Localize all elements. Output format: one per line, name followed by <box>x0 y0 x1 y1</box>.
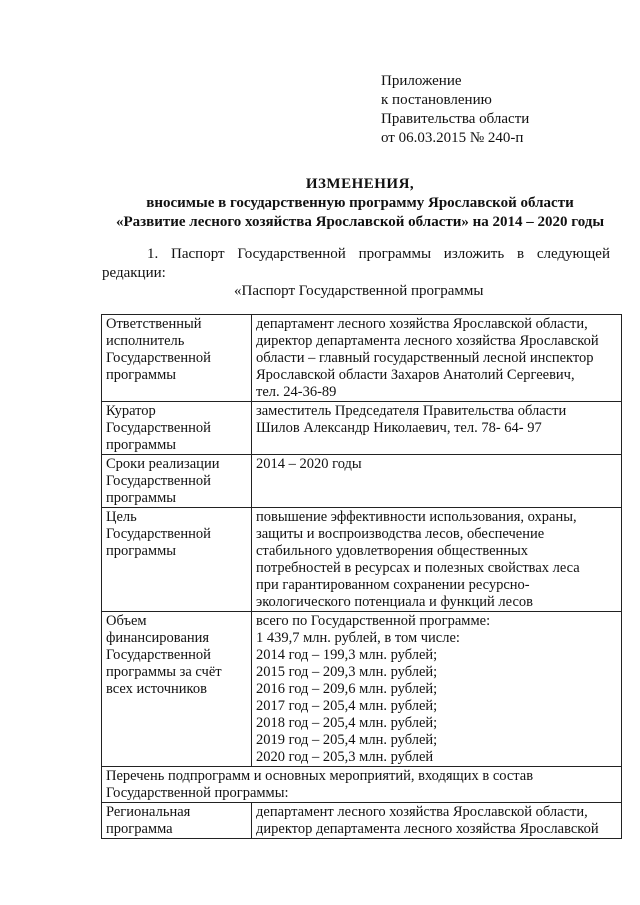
appendix-line: к постановлению <box>381 92 492 108</box>
table-cell-value <box>252 315 622 402</box>
cell-line: программа <box>106 821 173 837</box>
cell-line: Цель <box>106 509 137 525</box>
cell-line: Региональная <box>106 804 191 820</box>
cell-line: тел. 24-36-89 <box>256 384 337 400</box>
cell-line: программы <box>106 543 176 559</box>
cell-line: потребностей в ресурсах и полезных свойствах леса <box>256 560 580 576</box>
cell-line: 2014 – 2020 годы <box>256 456 362 472</box>
cell-line: Государственной <box>106 350 211 366</box>
cell-line: департамент лесного хозяйства Ярославской области, <box>256 804 588 820</box>
cell-line: 2020 год – 205,3 млн. рублей <box>256 749 434 765</box>
table-cell-value <box>252 402 622 455</box>
appendix-line: Приложение <box>381 73 462 89</box>
table-cell-full <box>102 767 622 803</box>
cell-line: Ответственный <box>106 316 202 332</box>
document-title <box>100 175 620 232</box>
cell-line: Государственной <box>106 473 211 489</box>
cell-line: стабильного удовлетворения общественных <box>256 543 529 559</box>
table-cell-label <box>102 455 252 508</box>
table-cell-label <box>102 315 252 402</box>
title-heading: ИЗМЕНЕНИЯ, <box>305 176 415 192</box>
cell-line: Объем <box>106 613 147 629</box>
cell-line: исполнитель <box>106 333 185 349</box>
cell-line: 2017 год – 205,4 млн. рублей; <box>256 698 438 714</box>
table-row <box>102 767 622 803</box>
table-cell-label <box>102 402 252 455</box>
cell-line: 1 439,7 млн. рублей, в том числе: <box>256 630 460 646</box>
title-line: «Развитие лесного хозяйства Ярославской области» на 2014 – 2020 годы <box>115 214 605 230</box>
cell-line: Ярославской области Захаров Анатолий Сергеевич, <box>256 367 575 383</box>
cell-line: экологического потенциала и функций лесов <box>256 594 534 610</box>
cell-line: области – главный государственный лесной инспектор <box>256 350 594 366</box>
table-cell-value <box>252 455 622 508</box>
table-row <box>102 315 622 402</box>
table-row <box>102 803 622 839</box>
table-cell-value <box>252 612 622 767</box>
cell-line: Куратор <box>106 403 156 419</box>
cell-line: при гарантированном сохранении ресурсно- <box>256 577 530 593</box>
appendix-line: от 06.03.2015 № 240-п <box>381 130 524 146</box>
cell-line: Шилов Александр Николаевич, тел. 78- 64- 97 <box>256 420 542 436</box>
paragraph-text: 1. Паспорт Государственной программы изложить в следующей <box>147 246 610 262</box>
passport-heading: «Паспорт Государственной программы <box>234 283 484 299</box>
table-cell-label <box>102 508 252 612</box>
paragraph-1 <box>102 245 610 283</box>
cell-line: Сроки реализации <box>106 456 220 472</box>
cell-line: 2019 год – 205,4 млн. рублей; <box>256 732 438 748</box>
cell-line: программы <box>106 437 176 453</box>
table-cell-value <box>252 803 622 839</box>
paragraph-text: редакции: <box>102 265 166 281</box>
cell-line: программы <box>106 367 176 383</box>
table-cell-value <box>252 508 622 612</box>
cell-line: финансирования <box>106 630 210 646</box>
cell-line: департамент лесного хозяйства Ярославской области, <box>256 316 588 332</box>
cell-line: директор департамента лесного хозяйства Ярославской <box>256 821 599 837</box>
table-row <box>102 402 622 455</box>
cell-line: всего по Государственной программе: <box>256 613 491 629</box>
cell-line: Государственной <box>106 526 211 542</box>
cell-line: Государственной <box>106 420 211 436</box>
cell-line: повышение эффективности использования, охраны, <box>256 509 577 525</box>
cell-line: 2016 год – 209,6 млн. рублей; <box>256 681 438 697</box>
cell-line: Перечень подпрограмм и основных мероприятий, входящих в состав <box>106 768 534 784</box>
cell-line: Государственной программы: <box>106 785 289 801</box>
cell-line: защиты и воспроизводства лесов, обеспечение <box>256 526 545 542</box>
cell-line: программы <box>106 490 176 506</box>
passport-table <box>101 314 622 839</box>
table-cell-label <box>102 803 252 839</box>
table-row <box>102 508 622 612</box>
table-row <box>102 612 622 767</box>
appendix-block <box>381 72 529 148</box>
cell-line: 2015 год – 209,3 млн. рублей; <box>256 664 438 680</box>
table-row <box>102 455 622 508</box>
cell-line: программы за счёт <box>106 664 222 680</box>
cell-line: заместитель Председателя Правительства области <box>256 403 567 419</box>
cell-line: всех источников <box>106 681 207 697</box>
cell-line: 2014 год – 199,3 млн. рублей; <box>256 647 438 663</box>
title-line: вносимые в государственную программу Ярославской области <box>146 195 574 211</box>
cell-line: Государственной <box>106 647 211 663</box>
cell-line: 2018 год – 205,4 млн. рублей; <box>256 715 438 731</box>
table-cell-label <box>102 612 252 767</box>
cell-line: директор департамента лесного хозяйства Ярославской <box>256 333 599 349</box>
appendix-line: Правительства области <box>381 111 530 127</box>
